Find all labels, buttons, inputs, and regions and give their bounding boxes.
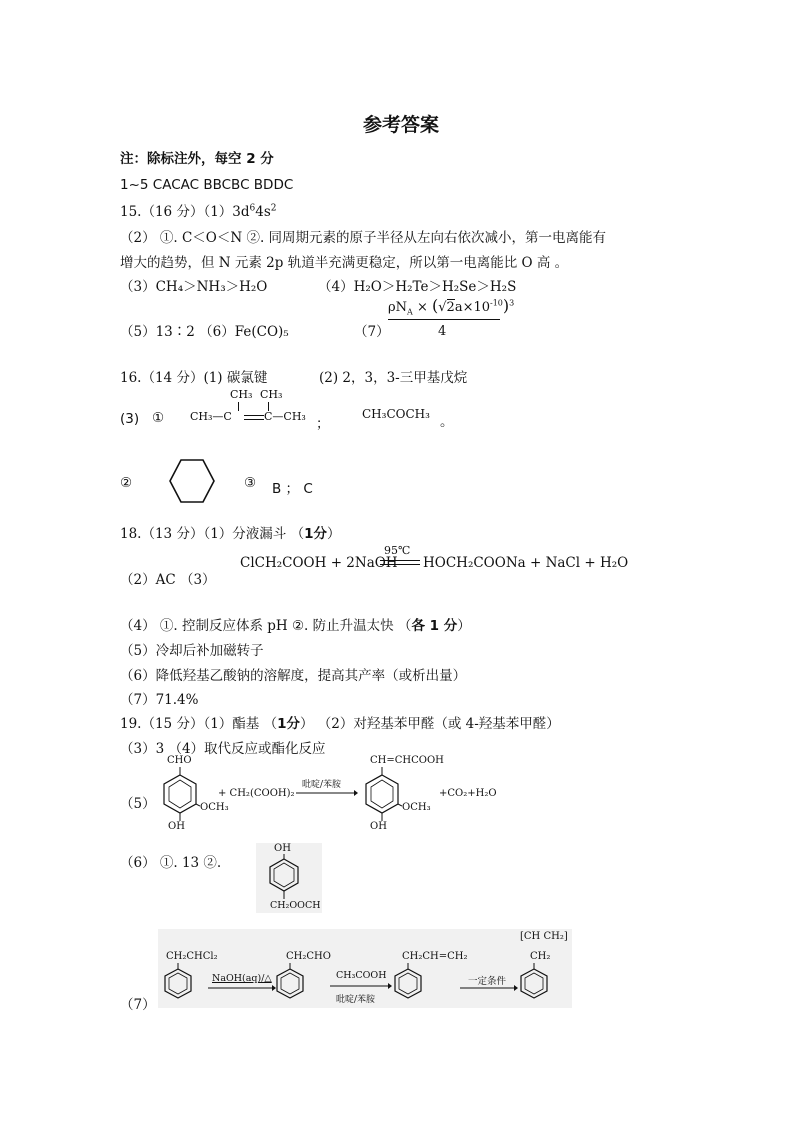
q15-answer-7-label: （7） <box>354 324 390 340</box>
q18-answer-6: （6）降低羟基乙酸钠的溶解度，提高其产率（或析出量） <box>120 668 467 684</box>
q18-answer-4: （4） ①. 控制反应体系 pH ②. 防止升温太快 （各 1 分） <box>120 618 471 634</box>
q18-answer-2-3-label: （2）AC （3） <box>120 572 216 588</box>
q18-answer-5: （5）冷却后补加磁转子 <box>120 643 264 659</box>
q19-answer-3-4: （3）3 （4）取代反应或酯化反应 <box>120 741 326 757</box>
q16-circle-2: ② <box>120 475 133 491</box>
q15-answer-2b: 增大的趋势，但 N 元素 2p 轨道半充满更稳定，所以第一电离能比 O 高 。 <box>120 255 569 271</box>
tetramethylethylene-structure: CH₃ CH₃ CH₃—C C—CH₃ <box>190 388 306 423</box>
scoring-note: 注：除标注外，每空 2 分 <box>120 151 274 167</box>
q15-answer-4: （4）H₂O＞H₂Te＞H₂Se＞H₂S <box>318 279 517 295</box>
q16-answer-3-3: B ； C <box>272 481 313 497</box>
period: 。 <box>440 414 454 430</box>
q19-answer-7-label: （7） <box>120 997 156 1013</box>
q15-heading: 15.（16 分）$(1)3d^64s^2$ <box>120 203 277 220</box>
density-formula: $\rho N_A \times (√2a\times 10^{-10})^3$ 4 <box>388 296 515 339</box>
knoevenagel-reaction: CHO OCH₃ OH + CH₂(COOH)₂ 吡啶/苯胺 CH=CHCOOH OCH₃ OH +CO₂+H₂O <box>150 755 560 835</box>
fraction-denominator: 4 <box>438 324 447 339</box>
q16-answer-2: (2) 2，3，3-三甲基戊烷 <box>319 370 468 386</box>
q16-circle-1: ① <box>152 410 165 426</box>
q19-answer-6: （6） ①. 13 ②. <box>120 855 222 871</box>
hcooch2-phenol-structure: OH CH₂OOCH <box>256 843 322 913</box>
q16-answer-3-label: (3) <box>120 411 140 427</box>
page-title: 参考答案 <box>363 114 440 136</box>
q16-circle-3: ③ <box>244 475 257 491</box>
synthesis-route: CH₂CHCl₂ NaOH(aq)/△ CH₂CHO CH₃COOH 吡啶/苯胺 CH₂CH=CH₂ 一定条件 [CH CH₂] CH₂ <box>158 929 572 1008</box>
q19-heading: 19.（15 分）（1）酯基 （1分） （2）对羟基苯甲醛（或 4-羟基苯甲醛） <box>120 716 560 732</box>
q16-heading: 16.（14 分）(1) 碳氯键 <box>120 370 268 386</box>
semicolon: ； <box>316 416 330 432</box>
acetone-formula: CH₃COCH₃ <box>362 407 430 421</box>
cyclohexane-structure <box>168 456 216 506</box>
fraction-bar <box>388 319 500 320</box>
q15-answer-3: （3）CH₄＞NH₃＞H₂O <box>120 279 268 295</box>
q15-answer-2a: （2） ①. C＜O＜N ②. 同周期元素的原子半径从左向右依次减小，第一电离能有 <box>120 230 607 246</box>
multiple-choice-answers: 1~5 CACAC BBCBC BDDC <box>120 177 294 193</box>
q15-answer-5-6: （5）13∶2 （6）Fe(CO)₅ <box>120 324 289 340</box>
q18-heading: 18.（13 分）（1）分液漏斗 （1分） <box>120 526 341 542</box>
q19-answer-5-label: （5） <box>120 796 156 812</box>
q18-answer-7: （7）71.4% <box>120 692 199 708</box>
